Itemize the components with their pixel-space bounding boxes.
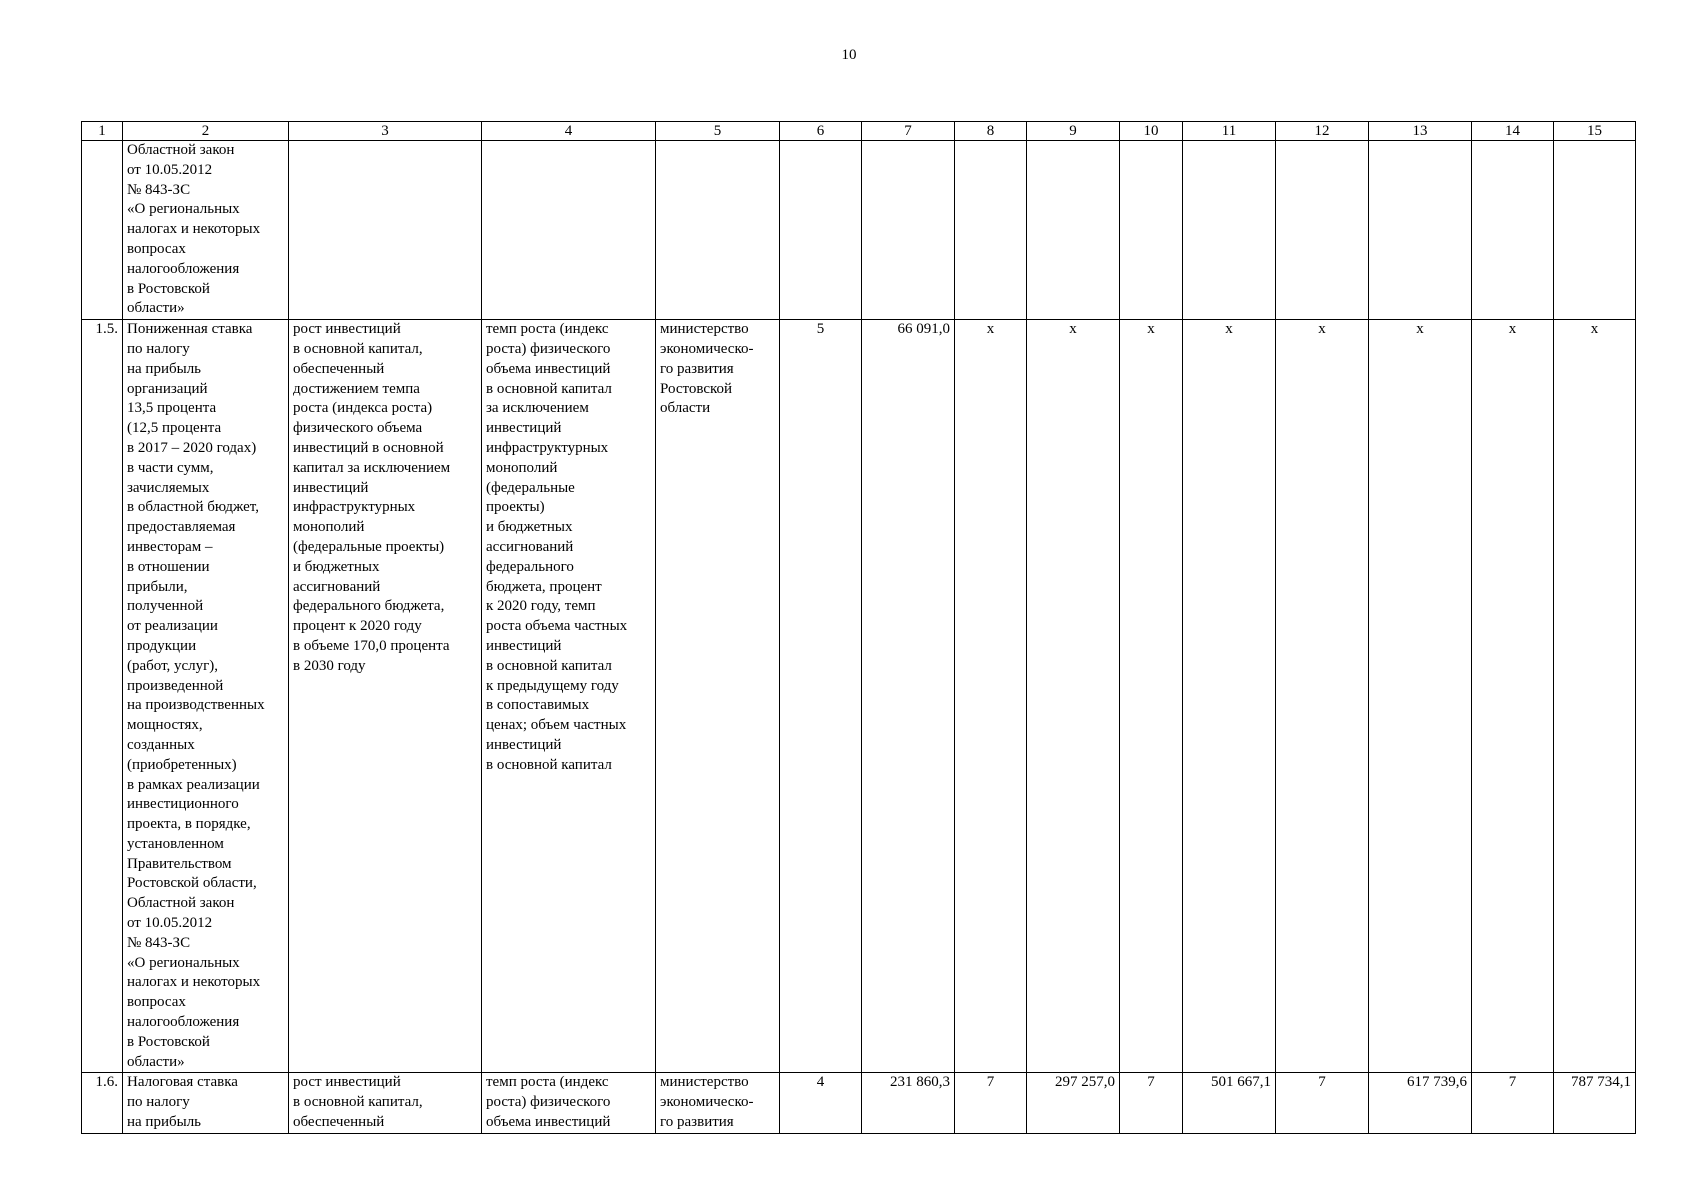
value-cell [1369, 141, 1472, 320]
value-cell: x [1369, 320, 1472, 1073]
value-cell: 297 257,0 [1027, 1073, 1120, 1133]
column-header: 8 [955, 122, 1027, 141]
indicator-cell [482, 141, 656, 320]
measure-description: Налоговая ставка по налогу на прибыль [123, 1073, 289, 1133]
indicator-cell: темп роста (индекс роста) физического объема инвестиций в основной капитал за исключением инвестиций инфраструктурных монополий (федеральные проекты) и бюджетных ассигнований федерального бюджета, процент к 2020 году, темп роста объема частных инвестиций в основной капитал к предыдущему году в сопоставимых ценах; объем частных инвестиций в основной капитал [482, 320, 656, 1073]
value-cell [1183, 141, 1276, 320]
page-number: 10 [841, 47, 857, 63]
column-header: 13 [1369, 122, 1472, 141]
measure-description: Областной закон от 10.05.2012 № 843-ЗС «О региональных налогах и некоторых вопросах налогообложения в Ростовской области» [123, 141, 289, 320]
column-header: 2 [123, 122, 289, 141]
value-cell: 5 [780, 320, 862, 1073]
indicator-cell: темп роста (индекс роста) физического объема инвестиций [482, 1073, 656, 1133]
value-cell: 787 734,1 [1554, 1073, 1636, 1133]
value-cell [955, 141, 1027, 320]
measure-description: Пониженная ставка по налогу на прибыль организаций 13,5 процента (12,5 процента в 2017 – 2020 годах) в части сумм, зачисляемых в областной бюджет, предоставляемая инвесторам – в отношении прибыли, полученной от реализации продукции (работ, услуг), произведенной на производственных мощностях, созданных (приобретенных) в рамках реализации инвестиционного проекта, в порядке, установленном Правительством Ростовской области, Областной закон от 10.05.2012 № 843-ЗС «О региональных налогах и некоторых вопросах налогообложения в Ростовской области» [123, 320, 289, 1073]
value-cell: 4 [780, 1073, 862, 1133]
value-cell: 7 [1472, 1073, 1554, 1133]
row-number: 1.6. [82, 1073, 123, 1133]
value-cell: x [1183, 320, 1276, 1073]
value-cell: x [1554, 320, 1636, 1073]
value-cell: 501 667,1 [1183, 1073, 1276, 1133]
curator-cell [656, 141, 780, 320]
column-header: 7 [862, 122, 955, 141]
goal-cell [289, 141, 482, 320]
column-header: 12 [1276, 122, 1369, 141]
value-cell: 66 091,0 [862, 320, 955, 1073]
value-cell: 7 [1276, 1073, 1369, 1133]
column-header: 6 [780, 122, 862, 141]
value-cell: x [955, 320, 1027, 1073]
value-cell [1027, 141, 1120, 320]
table-row [82, 320, 1636, 1073]
row-number: 1.5. [82, 320, 123, 1073]
value-cell [1554, 141, 1636, 320]
value-cell [1472, 141, 1554, 320]
row-number [82, 141, 123, 320]
column-header: 1 [82, 122, 123, 141]
value-cell: 7 [1120, 1073, 1183, 1133]
curator-cell: министерство экономическо- го развития Ростовской области [656, 320, 780, 1073]
column-header: 10 [1120, 122, 1183, 141]
value-cell [862, 141, 955, 320]
column-header: 4 [482, 122, 656, 141]
value-cell: 231 860,3 [862, 1073, 955, 1133]
value-cell [1276, 141, 1369, 320]
goal-cell: рост инвестиций в основной капитал, обеспеченный достижением темпа роста (индекса роста) физического объема инвестиций в основной капитал за исключением инвестиций инфраструктурных монополий (федеральные проекты) и бюджетных ассигнований федерального бюджета, процент к 2020 году в объеме 170,0 процента в 2030 году [289, 320, 482, 1073]
column-header: 15 [1554, 122, 1636, 141]
column-header: 3 [289, 122, 482, 141]
value-cell: 617 739,6 [1369, 1073, 1472, 1133]
value-cell: x [1276, 320, 1369, 1073]
value-cell [780, 141, 862, 320]
table-row [82, 141, 1636, 320]
value-cell: x [1027, 320, 1120, 1073]
column-header: 5 [656, 122, 780, 141]
data-table [81, 121, 1636, 1134]
value-cell: 7 [955, 1073, 1027, 1133]
table-row [82, 1073, 1636, 1133]
value-cell: x [1120, 320, 1183, 1073]
column-header: 14 [1472, 122, 1554, 141]
value-cell [1120, 141, 1183, 320]
curator-cell: министерство экономическо- го развития [656, 1073, 780, 1133]
column-header: 9 [1027, 122, 1120, 141]
goal-cell: рост инвестиций в основной капитал, обеспеченный [289, 1073, 482, 1133]
value-cell: x [1472, 320, 1554, 1073]
header-row [82, 122, 1636, 141]
column-header: 11 [1183, 122, 1276, 141]
